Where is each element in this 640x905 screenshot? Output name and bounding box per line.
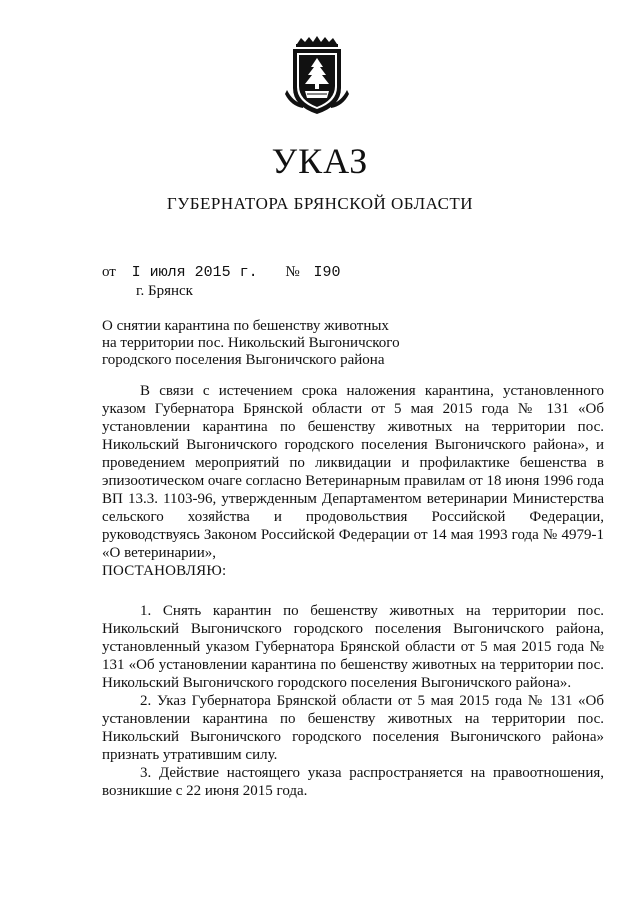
- document-title: УКАЗ: [271, 141, 369, 181]
- decree-item-1: 1. Снять карантин по бешенству животных на территории пос. Никольский Выгоничского городского поселения Выгоничского района, установленный указом Губернатора Брянской области от 5 мая 2015 года № 131 «Об установлении карантина по бешенству животных на территории пос. Никольский Выгоничского городского поселения Выгоничского района».: [102, 603, 604, 691]
- decree-item-3: 3. Действие настоящего указа распространяется на правоотношения, возникшие с 22 июня 2015 года.: [102, 765, 604, 799]
- decree-word: ПОСТАНОВЛЯЮ:: [102, 563, 227, 579]
- subject-line: на территории пос. Никольский Выгоничского: [102, 335, 400, 351]
- coat-of-arms-icon: [283, 36, 351, 116]
- date-line: [102, 264, 340, 281]
- city: г. Брянск: [136, 283, 193, 299]
- date-prefix: от: [102, 264, 116, 280]
- document-number: I90: [313, 264, 341, 281]
- subject-line: О снятии карантина по бешенству животных: [102, 318, 389, 334]
- document-body: [102, 382, 604, 800]
- document-date: I июля 2015 г.: [131, 264, 258, 281]
- number-label: №: [285, 264, 300, 280]
- preamble-paragraph: В связи с истечением срока наложения карантина, установленного указом Губернатора Брянской области от 5 мая 2015 года № 131 «Об установлении карантина по бешенству животных на территории пос. Никольский Выгоничского городского поселения Выгоничского района», и проведением мероприятий по ликвидации и профилактике бешенства в эпизоотическом очаге согласно Ветеринарным правилам от 18 июня 1996 года ВП 13.3. 1103-96, утвержденным Департаментом ветеринарии Министерства сельского хозяйства и продовольствия Российской Федерации, руководствуясь Законом Российской Федерации от 14 мая 1993 года № 4979-1 «О ветеринарии»,: [102, 383, 605, 561]
- document-subtitle: ГУБЕРНАТОРА БРЯНСКОЙ ОБЛАСТИ: [166, 194, 474, 213]
- subject-line: городского поселения Выгоничского района: [102, 352, 385, 368]
- document-subject: [102, 318, 432, 369]
- decree-item-2: 2. Указ Губернатора Брянской области от 5 мая 2015 года № 131 «Об установлении карантина по бешенству животных на территории пос. Никольский Выгоничского городского поселения Выгоничского района» признать утратившим силу.: [102, 693, 604, 763]
